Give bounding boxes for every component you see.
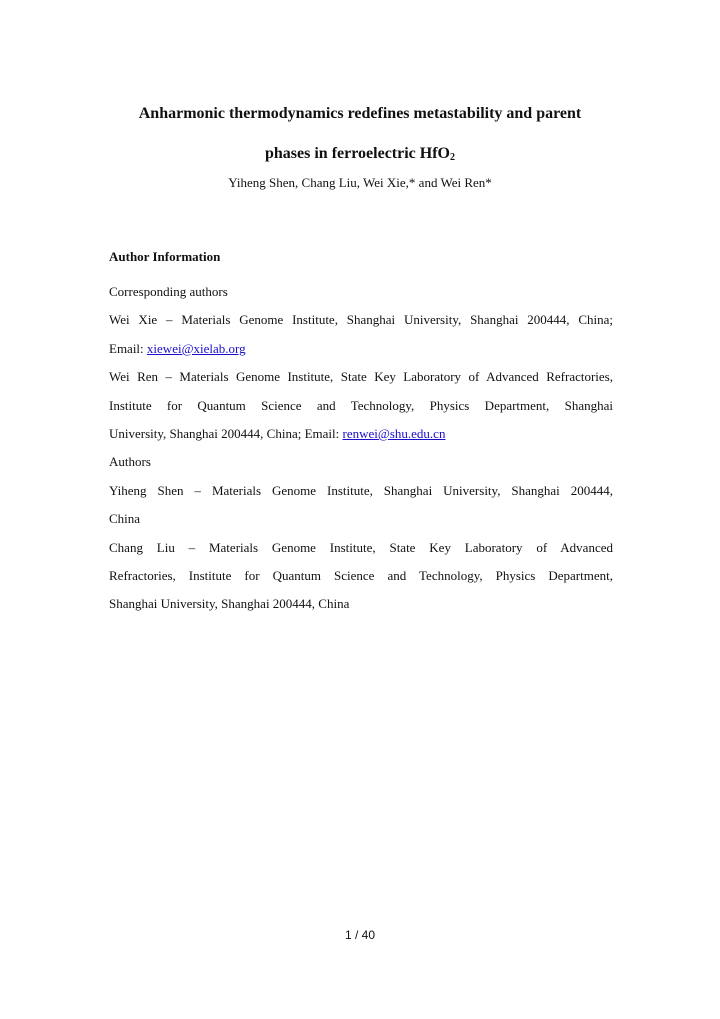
- liu-affiliation-line-2: Refractories, Institute for Quantum Science and Technology, Physics Department,: [109, 568, 613, 584]
- liu-affiliation-line-1: Chang Liu – Materials Genome Institute, State Key Laboratory of Advanced: [109, 539, 613, 555]
- authors-label: Authors: [109, 454, 151, 470]
- page-number: 1 / 40: [344, 928, 376, 942]
- title-line-1: Anharmonic thermodynamics redefines metastability and parent: [138, 105, 582, 122]
- paper-title: [0, 94, 720, 176]
- xie-email-label: Email:: [109, 340, 147, 356]
- title-line-2: [0, 134, 720, 176]
- liu-affiliation-line-3: Shanghai University, Shanghai 200444, China: [109, 596, 350, 612]
- xie-email-line: [109, 335, 613, 363]
- shen-affiliation-line-1: Yiheng Shen – Materials Genome Institute, Shanghai University, Shanghai 200444,: [109, 482, 613, 498]
- xie-affiliation-line-1: Wei Xie – Materials Genome Institute, Shanghai University, Shanghai 200444, China;: [109, 312, 613, 328]
- ren-affiliation-line-1: Wei Ren – Materials Genome Institute, State Key Laboratory of Advanced Refractories,: [109, 369, 613, 385]
- ren-affiliation-line-3: University, Shanghai 200444, China; Email:: [109, 426, 343, 442]
- shen-affiliation-line-2: China: [109, 511, 141, 527]
- ren-affiliation-line-2: Institute for Quantum Science and Technology, Physics Department, Shanghai: [109, 397, 613, 413]
- xie-email-link[interactable]: xiewei@xielab.org: [146, 340, 246, 356]
- author-list: Yiheng Shen, Chang Liu, Wei Xie,* and Wei Ren*: [228, 175, 492, 190]
- author-information-section: [109, 246, 613, 619]
- ren-email-link[interactable]: renwei@shu.edu.cn: [342, 426, 446, 442]
- corresponding-authors-label: Corresponding authors: [109, 284, 228, 299]
- section-heading: Author Information: [109, 249, 221, 264]
- title-subscript: 2: [449, 152, 455, 163]
- ren-email-line: [109, 420, 613, 448]
- title-line-2-text: phases in ferroelectric HfO: [265, 145, 450, 162]
